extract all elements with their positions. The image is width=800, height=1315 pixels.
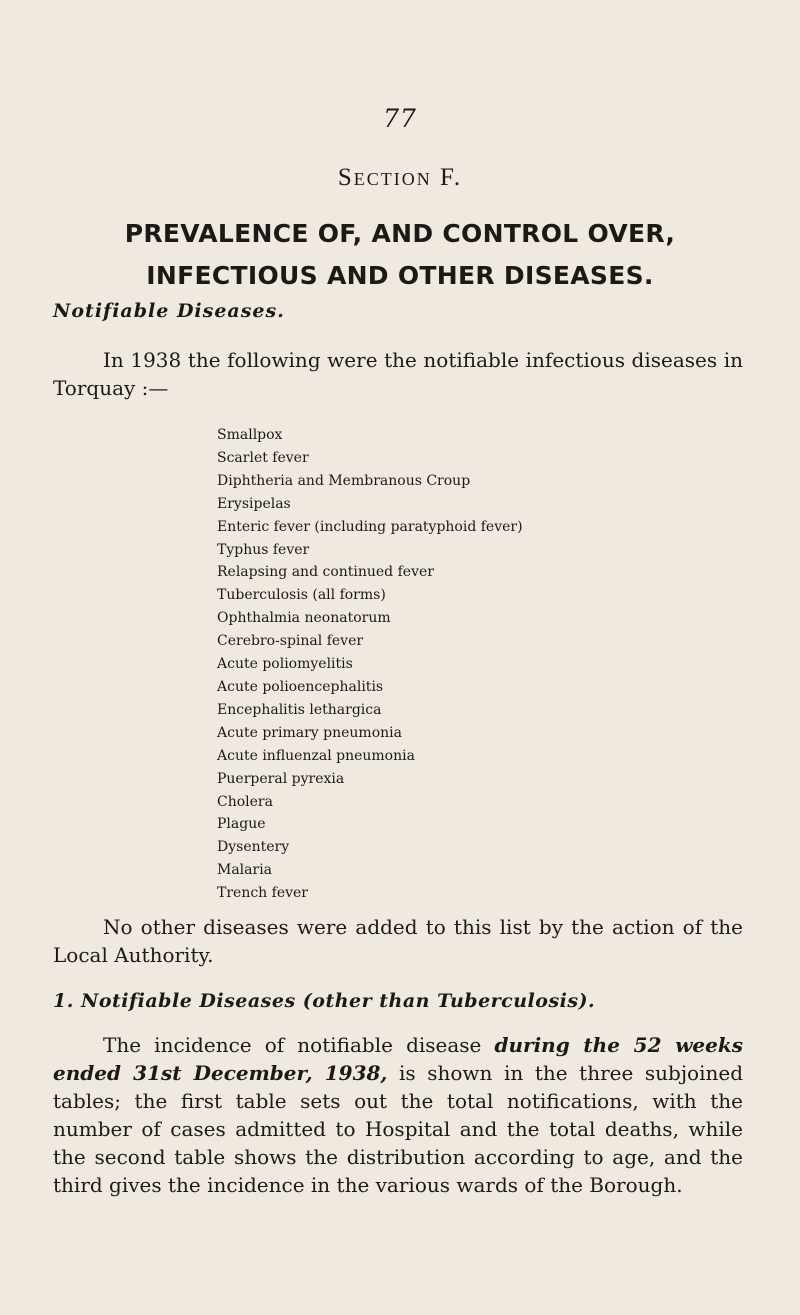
incidence-paragraph xyxy=(53,1031,743,1199)
subheading-notifiable-diseases: Notifiable Diseases. xyxy=(53,300,285,322)
disease-list-item: Diphtheria and Membranous Croup xyxy=(217,472,471,489)
disease-list-item: Plague xyxy=(217,816,266,833)
disease-list-item: Relapsing and continued fever xyxy=(217,564,434,581)
disease-list-item: Typhus fever xyxy=(217,541,310,558)
main-heading xyxy=(0,213,800,297)
disease-list-item: Acute polioencephalitis xyxy=(217,678,384,695)
disease-list xyxy=(217,424,523,905)
disease-list-item: Puerperal pyrexia xyxy=(217,770,345,787)
disease-list-item: Cerebro-spinal fever xyxy=(217,633,364,650)
disease-list-item: Enteric fever (including paratyphoid fever) xyxy=(217,518,523,535)
disease-list-item: Erysipelas xyxy=(217,495,291,512)
disease-list-item: Cholera xyxy=(217,793,273,810)
disease-list-item: Ophthalmia neonatorum xyxy=(217,610,391,627)
incidence-paragraph-emphasis: during the 52 weeks ended 31st December, 1938, xyxy=(53,1033,743,1085)
intro-paragraph-text: In 1938 the following were the notifiable infectious diseases in Torquay :— xyxy=(53,348,743,400)
no-other-paragraph xyxy=(53,913,743,969)
subheading-other-than-tuberculosis: 1. Notifiable Diseases (other than Tuberculosis). xyxy=(53,990,596,1012)
disease-list-item: Acute influenzal pneumonia xyxy=(217,747,415,764)
main-heading-line-1: PREVALENCE OF, AND CONTROL OVER, xyxy=(124,219,676,248)
disease-list-item: Trench fever xyxy=(217,885,308,902)
disease-list-item: Acute poliomyelitis xyxy=(217,656,353,673)
section-title: Section F. xyxy=(337,164,463,191)
main-heading-line-2: INFECTIOUS AND OTHER DISEASES. xyxy=(146,261,654,290)
no-other-paragraph-text: No other diseases were added to this list by the action of the Local Authority. xyxy=(53,915,743,967)
intro-paragraph xyxy=(53,346,743,402)
incidence-paragraph-part-2: is shown in the three subjoined tables; the first table sets out the total notifications, with the number of cases admitted to Hospital and the total deaths, while the second table shows the distribution according to age, and the third gives the incidence in the various wards of the Borough. xyxy=(53,1061,743,1197)
disease-list-item: Encephalitis lethargica xyxy=(217,701,382,718)
disease-list-item: Scarlet fever xyxy=(217,449,309,466)
page-number: 77 xyxy=(383,104,417,133)
disease-list-item: Dysentery xyxy=(217,839,290,856)
disease-list-item: Acute primary pneumonia xyxy=(217,724,402,741)
disease-list-item: Smallpox xyxy=(217,427,283,443)
disease-list-item: Tuberculosis (all forms) xyxy=(217,587,386,604)
disease-list-item: Malaria xyxy=(217,862,273,879)
incidence-paragraph-part-1: The incidence of notifiable disease xyxy=(103,1033,495,1057)
